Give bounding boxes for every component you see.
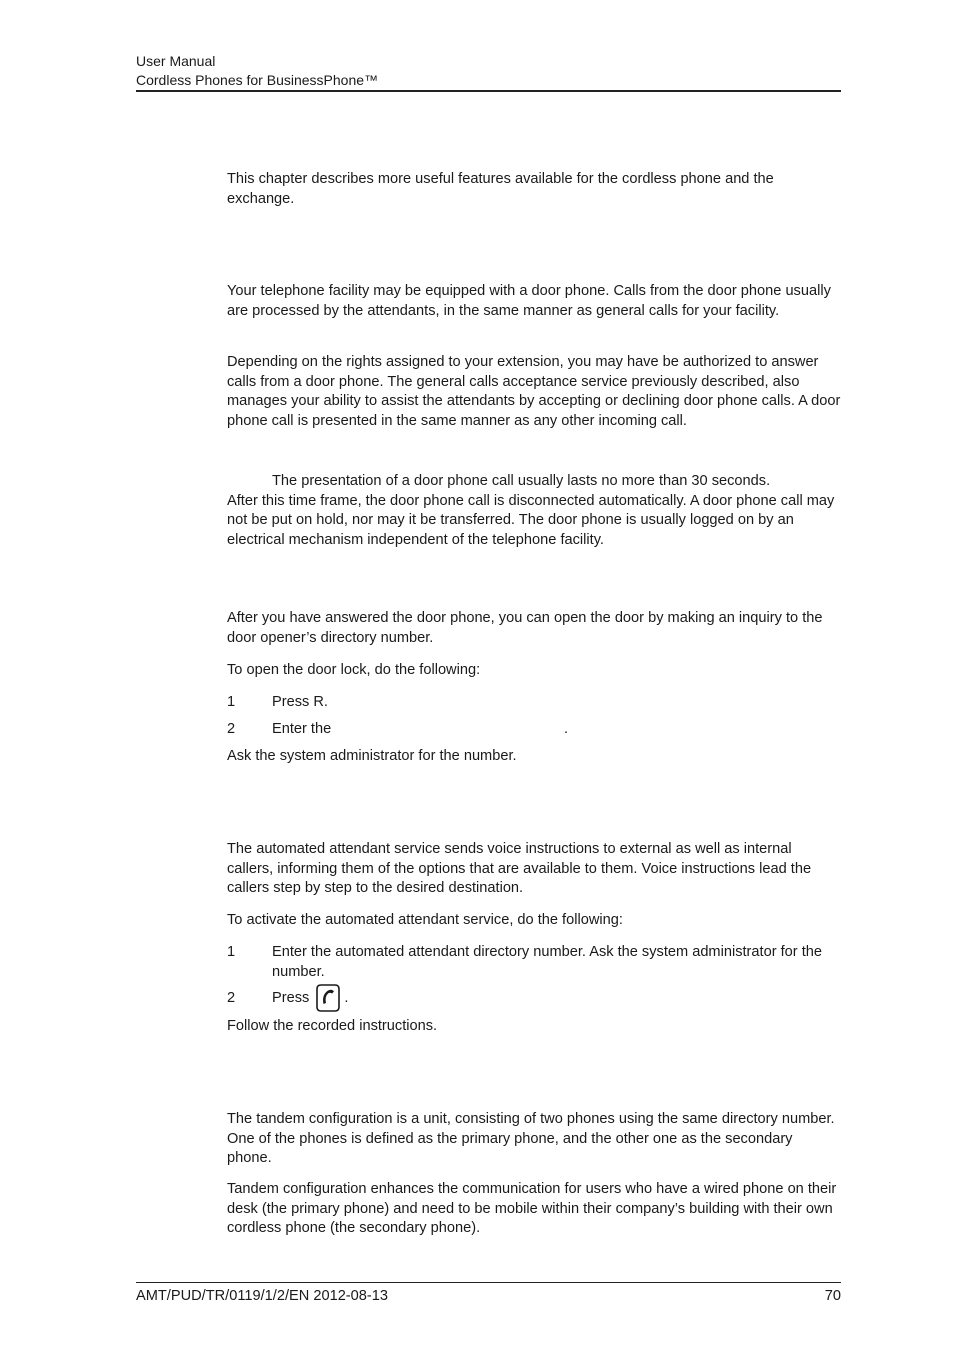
footer-rule [136,1282,841,1283]
footer-doc-id: AMT/PUD/TR/0119/1/2/EN 2012-08-13 [136,1288,388,1304]
door-opener-intro: To open the door lock, do the following: [227,662,481,678]
auto-attendant-step-2-period: . [344,990,349,1006]
auto-attendant-intro: To activate the automated attendant service, do the following: [227,912,623,928]
auto-attendant-step-2-text: Press [272,990,310,1006]
footer-page-number: 70 [824,1288,841,1304]
door-opener-step-1-number: 1 [227,694,236,710]
door-opener-step-1-text: Press R. [272,694,328,710]
door-phone-paragraph-2: Depending on the rights assigned to your extension, you may have be authorized to answer calls from a door phone. The general calls acceptance service previously described, also manages your ability to assist the attendants by accepting or declining door phone calls. A door phone call is presented in the same manner as any other incoming call. [227,354,841,429]
door-phone-note-line-1: The presentation of a door phone call usually lasts no more than 30 seconds. [272,473,771,489]
phone-handset-icon [315,983,341,1013]
tandem-paragraph-2: Tandem configuration enhances the communication for users who have a wired phone on their desk (the primary phone) and need to be mobile within their company’s building with their own cordless phone (the secondary phone). [227,1181,837,1236]
door-phone-note [227,472,841,550]
auto-attendant-step-2 [272,982,841,1014]
door-opener-step-2-number: 2 [227,721,236,737]
header-subtitle: Cordless Phones for BusinessPhone™ [136,72,379,88]
door-opener-step-2-text: Enter the [272,721,332,737]
door-opener-step-2-period: . [564,721,569,737]
tandem-paragraph-1: The tandem configuration is a unit, consisting of two phones using the same directory number. One of the phones is defined as the primary phone, and the other one as the secondary phone. [227,1111,835,1166]
auto-attendant-step-1-number: 1 [227,944,236,960]
auto-attendant-paragraph: The automated attendant service sends voice instructions to external as well as internal callers, informing them of the options that are available to them. Voice instructions lead the callers step by step to the desired destination. [227,841,812,896]
header-title: User Manual [136,53,216,69]
door-opener-paragraph: After you have answered the door phone, you can open the door by making an inquiry to the door opener’s directory number. [227,610,823,646]
auto-attendant-after: Follow the recorded instructions. [227,1018,438,1034]
header-rule [136,90,841,92]
door-opener-after: Ask the system administrator for the number. [227,748,517,764]
auto-attendant-step-2-number: 2 [227,990,236,1006]
intro-paragraph: This chapter describes more useful features available for the cordless phone and the exchange. [227,171,774,207]
door-phone-paragraph-1: Your telephone facility may be equipped with a door phone. Calls from the door phone usually are processed by the attendants, in the same manner as general calls for your facility. [227,283,831,319]
auto-attendant-step-1-text: Enter the automated attendant directory number. Ask the system administrator for the number. [272,944,822,980]
door-phone-note-rest: After this time frame, the door phone call is disconnected automatically. A door phone call may not be put on hold, nor may it be transferred. The door phone is usually logged on by an electrical mechanism independent of the telephone facility. [227,492,835,548]
